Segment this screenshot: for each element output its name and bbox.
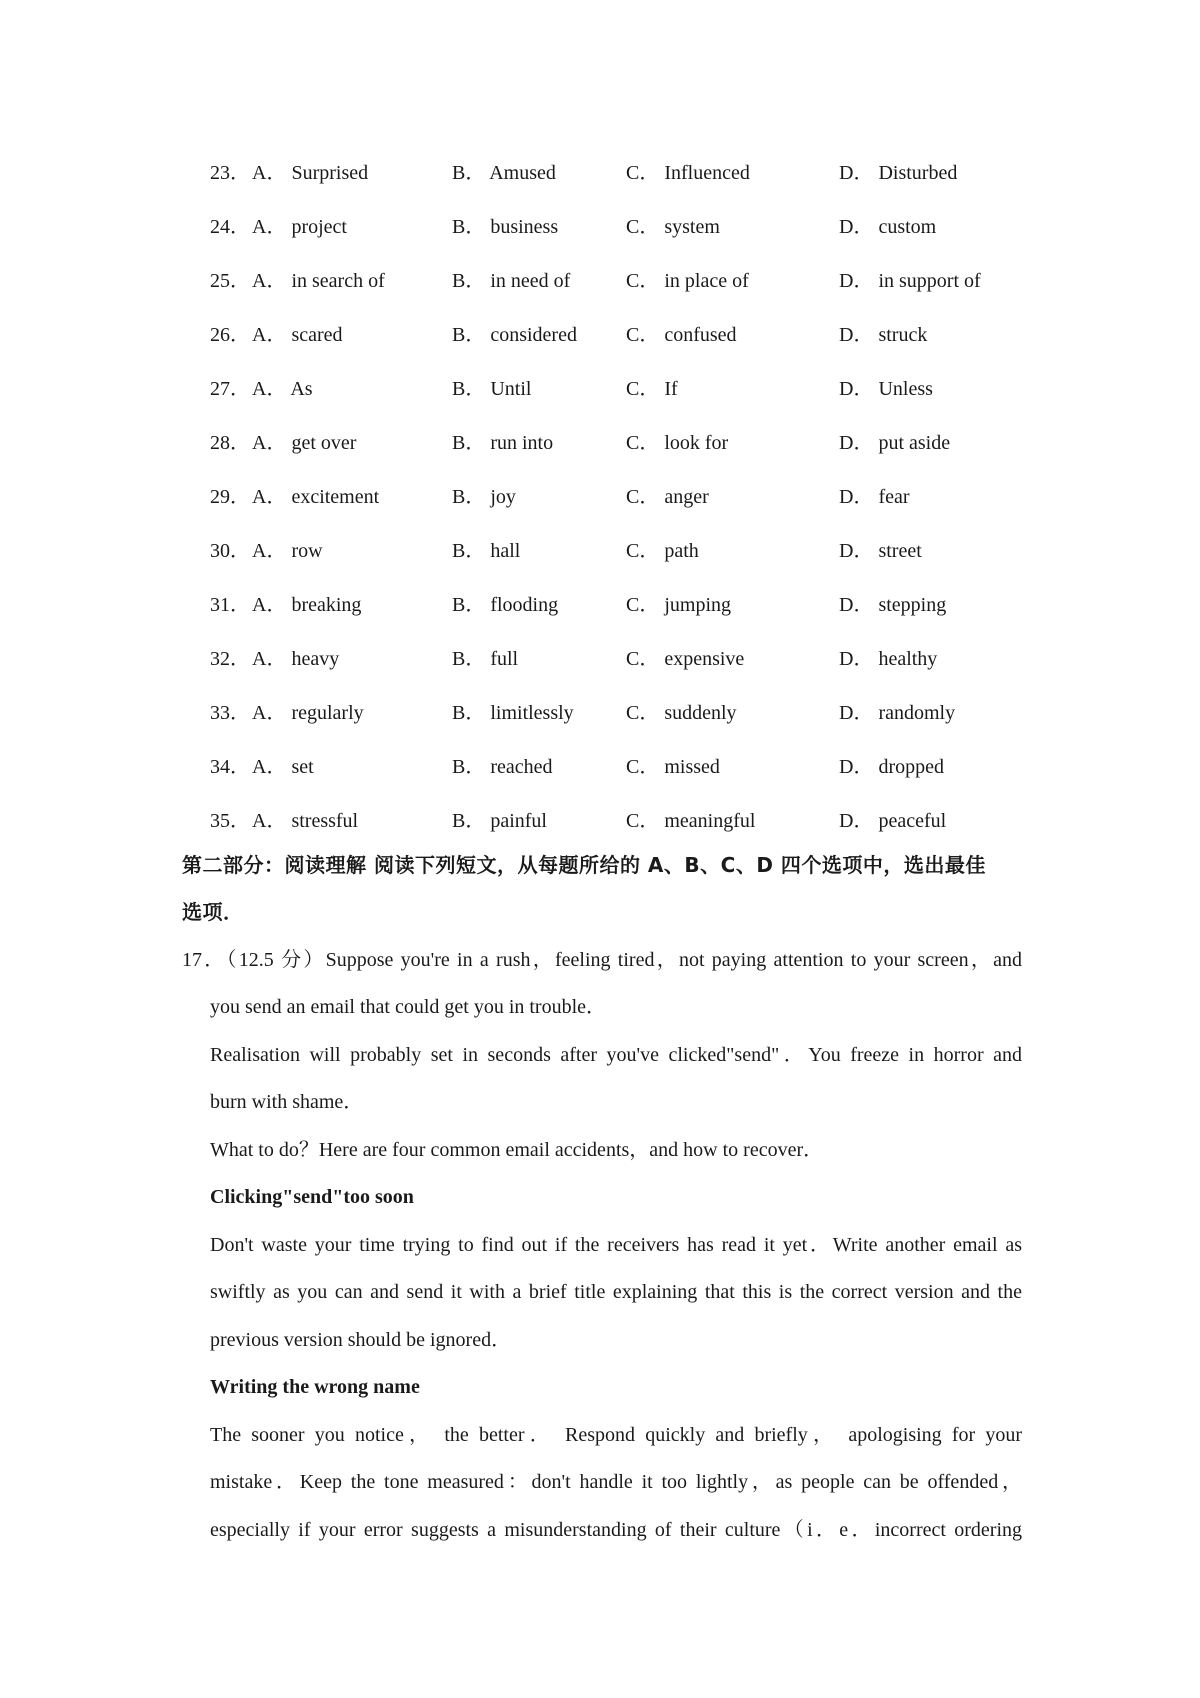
option-d: D． put aside [839,432,951,454]
paragraph-line: Realisation will probably set in seconds after you've clicked"send"．You freeze in horror and [210,1044,1022,1066]
paragraph-line: burn with shame． [210,1091,364,1113]
option-c: C． Influenced [626,162,750,184]
option-b: B． painful [452,810,547,832]
option-d: D． custom [839,216,937,238]
question-number: 35． [210,810,250,832]
option-a: A． As [252,378,313,400]
option-b: B． business [452,216,559,238]
option-b: B． hall [452,540,521,562]
option-a: A． excitement [252,486,380,508]
question-number: 23． [210,162,250,184]
question-number: 26． [210,324,250,346]
option-d: D． street [839,540,922,562]
paragraph-line: swiftly as you can and send it with a brief title explaining that this is the correct version and the [210,1281,1022,1303]
option-b: B． full [452,648,519,670]
option-row [0,686,1200,740]
option-c: C． suddenly [626,702,737,724]
option-row [0,470,1200,524]
paragraph-line: especially if your error suggests a misunderstanding of their culture（i．e．incorrect ordering [210,1519,1022,1541]
question-number: 29． [210,486,250,508]
option-row [0,200,1200,254]
option-b: B． Until [452,378,532,400]
option-c: C． path [626,540,699,562]
option-a: A． project [252,216,347,238]
option-b: B． run into [452,432,554,454]
option-a: A． scared [252,324,343,346]
question-number: 24． [210,216,250,238]
option-c: C． meaningful [626,810,756,832]
option-row [0,146,1200,200]
question-number: 30． [210,540,250,562]
paragraph-line: What to do？Here are four common email accidents，and how to recover． [210,1139,824,1161]
option-a: A． stressful [252,810,359,832]
option-row [0,362,1200,416]
option-b: B． flooding [452,594,559,616]
option-c: C． look for [626,432,729,454]
option-c: C． jumping [626,594,732,616]
paragraph-line: Don't waste your time trying to find out if the receivers has read it yet．Write another email as [210,1234,1022,1256]
option-row [0,308,1200,362]
option-d: D． stepping [839,594,947,616]
option-a: A． regularly [252,702,364,724]
question-number: 28． [210,432,250,454]
option-b: B． joy [452,486,516,508]
option-a: A． row [252,540,323,562]
question-number: 25． [210,270,250,292]
option-d: D． in support of [839,270,981,292]
paragraph-line: The sooner you notice， the better． Respond quickly and briefly， apologising for your [210,1424,1022,1446]
option-c: C． in place of [626,270,749,292]
option-d: D． healthy [839,648,938,670]
section-heading-line: 选项． [182,900,244,924]
question-number: 32． [210,648,250,670]
question-number: 34． [210,756,250,778]
paragraph-line: previous version should be ignored． [210,1329,512,1351]
question-number: 31． [210,594,250,616]
option-row [0,794,1200,848]
option-a: A． set [252,756,314,778]
paragraph-line: mistake．Keep the tone measured：don't handle it too lightly，as people can be offended， [210,1471,1022,1493]
option-d: D． Unless [839,378,933,400]
option-d: D． dropped [839,756,944,778]
option-c: C． anger [626,486,709,508]
question-number: 27． [210,378,250,400]
option-row [0,254,1200,308]
option-a: A． get over [252,432,357,454]
option-row [0,632,1200,686]
option-b: B． considered [452,324,577,346]
option-b: B． Amused [452,162,556,184]
option-row [0,740,1200,794]
option-a: A． in search of [252,270,385,292]
option-a: A． heavy [252,648,340,670]
subheading: Writing the wrong name [210,1376,420,1398]
option-row [0,524,1200,578]
subheading: Clicking"send"too soon [210,1186,414,1208]
option-c: C． expensive [626,648,745,670]
question-intro-line: you send an email that could get you in trouble． [210,996,607,1018]
option-b: B． reached [452,756,553,778]
question-intro-line: 17．（12.5 分）Suppose you're in a rush，feeling tired，not paying attention to your screen，and [182,949,1022,971]
option-d: D． randomly [839,702,956,724]
option-a: A． breaking [252,594,362,616]
option-row [0,416,1200,470]
option-d: D． peaceful [839,810,947,832]
option-c: C． confused [626,324,737,346]
option-c: C． If [626,378,678,400]
option-b: B． in need of [452,270,571,292]
option-a: A． Surprised [252,162,369,184]
option-d: D． fear [839,486,910,508]
option-c: C． system [626,216,720,238]
option-c: C． missed [626,756,720,778]
option-d: D． Disturbed [839,162,958,184]
section-heading [182,842,1022,936]
question-number: 33． [210,702,250,724]
option-row [0,578,1200,632]
section-heading-line: 第二部分：阅读理解 阅读下列短文，从每题所给的 A、B、C、D 四个选项中，选出最佳 [182,853,986,877]
option-b: B． limitlessly [452,702,574,724]
option-d: D． struck [839,324,928,346]
